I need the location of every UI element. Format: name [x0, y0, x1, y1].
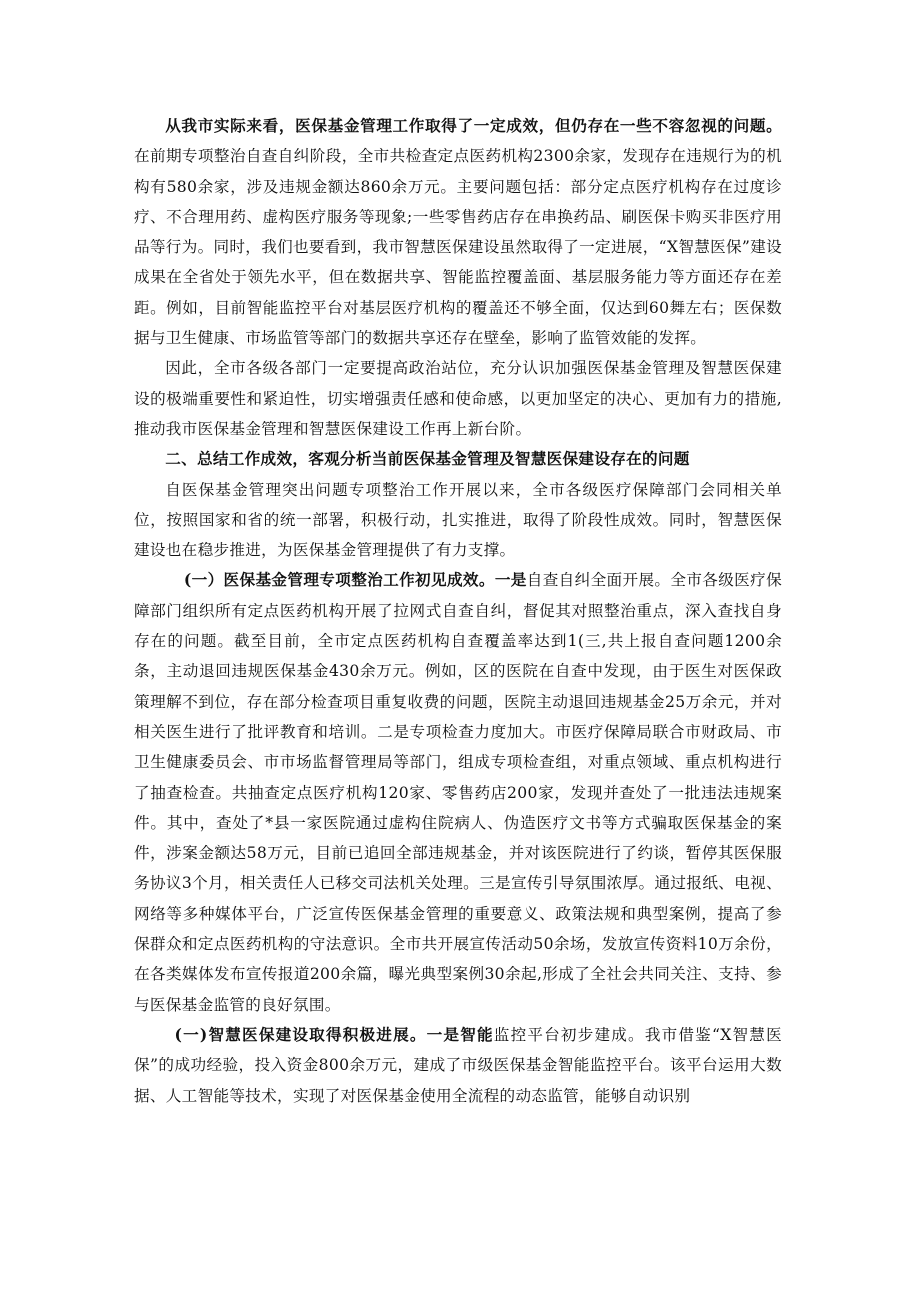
paragraph-3 [134, 475, 782, 566]
paragraph-3-body: 自医保基金管理突出问题专项整治工作开展以来，全市各级医疗保障部门会同相关单位，按照国家和省的统一部署，积极行动，扎实推进，取得了阶段性成效。同时，智慧医保建设也在稳步推进，为医保基金管理提供了有力支撑。 [134, 480, 782, 560]
section-heading-2: 二、总结工作成效，客观分析当前医保基金管理及智慧医保建设存在的问题 [165, 449, 690, 469]
paragraph-4-body: 自查自纠全面开展。全市各级医疗保障部门组织所有定点医药机构开展了拉网式自查自纠，督促其对照整治重点，深入查找自身存在的问题。截至目前，全市定点医药机构自查覆盖率达到1(三,共上报自查问题1200余条，主动退回违规医保基金430余万元。例如，区的医院在自查中发现，由于医生对医保政策理解不到位，存在部分检查项目重复收费的问题，医院主动退回违规基金25万余元，并对相关医生进行了批评教育和培训。二是专项检查力度加大。市医疗保障局联合市财政局、市卫生健康委员会、市市场监督管理局等部门，组成专项检查组，对重点领域、重点机构进行了抽查检查。共抽查定点医疗机构120家、零售药店200家，发现并查处了一批违法违规案件。其中，查处了*县一家医院通过虚构住院病人、伪造医疗文书等方式骗取医保基金的案件，涉案金额达58万元，目前已追回全部违规基金，并对该医院进行了约谈，暂停其医保服务协议3个月，相关责任人已移交司法机关处理。三是宣传引导氛围浓厚。通过报纸、电视、网络等多种媒体平台，广泛宣传医保基金管理的重要意义、政策法规和典型案例，提高了参保群众和定点医药机构的守法意识。全市共开展宣传活动50余场，发放宣传资料10万余份，在各类媒体发布宣传报道200余篇，曝光典型案例30余起,形成了全社会共同关注、支持、参与医保基金监管的良好氛围。 [134, 571, 782, 1014]
paragraph-2 [134, 353, 782, 444]
paragraph-5-body: 监控平台初步建成。我市借鉴“X智慧医保”的成功经验，投入资金800余万元，建成了市级医保基金智能监控平台。该平台运用大数据、人工智能等技术，实现了对医保基金使用全流程的动态监管，能够自动识别 [134, 1025, 782, 1105]
paragraph-1-lead: 从我市实际来看，医保基金管理工作取得了一定成效，但仍存在一些不容忽视的问题。 [165, 116, 782, 135]
paragraph-5-lead: (一)智慧医保建设取得积极进展。一是智能 [174, 1024, 494, 1044]
document-body [134, 111, 782, 1111]
paragraph-5 [134, 1020, 782, 1111]
paragraph-2-body: 因此，全市各级各部门一定要提高政治站位，充分认识加强医保基金管理及智慧医保建设的极端重要性和紧迫性，切实增强责任感和使命感，以更加坚定的决心、更加有力的措施,推动我市医保基金管理和智慧医保建设工作再上新台阶。 [134, 359, 782, 438]
paragraph-4-lead: (一）医保基金管理专项整治工作初见成效。一是 [183, 570, 527, 590]
paragraph-1-body: 在前期专项整治自查自纠阶段，全市共检查定点医药机构2300余家，发现存在违规行为的机构有580余家，涉及违规金额达860余万元。主要问题包括：部分定点医疗机构存在过度诊疗、不合理用药、虚构医疗服务等现象;一些零售药店存在串换药品、刷医保卡购买非医疗用品等行为。同时，我们也要看到，我市智慧医保建设虽然取得了一定进展，“X智慧医保”建设成果在全省处于领先水平，但在数据共享、智能监控覆盖面、基层服务能力等方面还存在差距。例如，目前智能监控平台对基层医疗机构的覆盖还不够全面，仅达到60舞左右；医保数据与卫生健康、市场监管等部门的数据共享还存在壁垒，影响了监管效能的发挥。 [134, 147, 782, 348]
paragraph-1 [134, 111, 782, 353]
paragraph-4 [134, 565, 782, 1019]
